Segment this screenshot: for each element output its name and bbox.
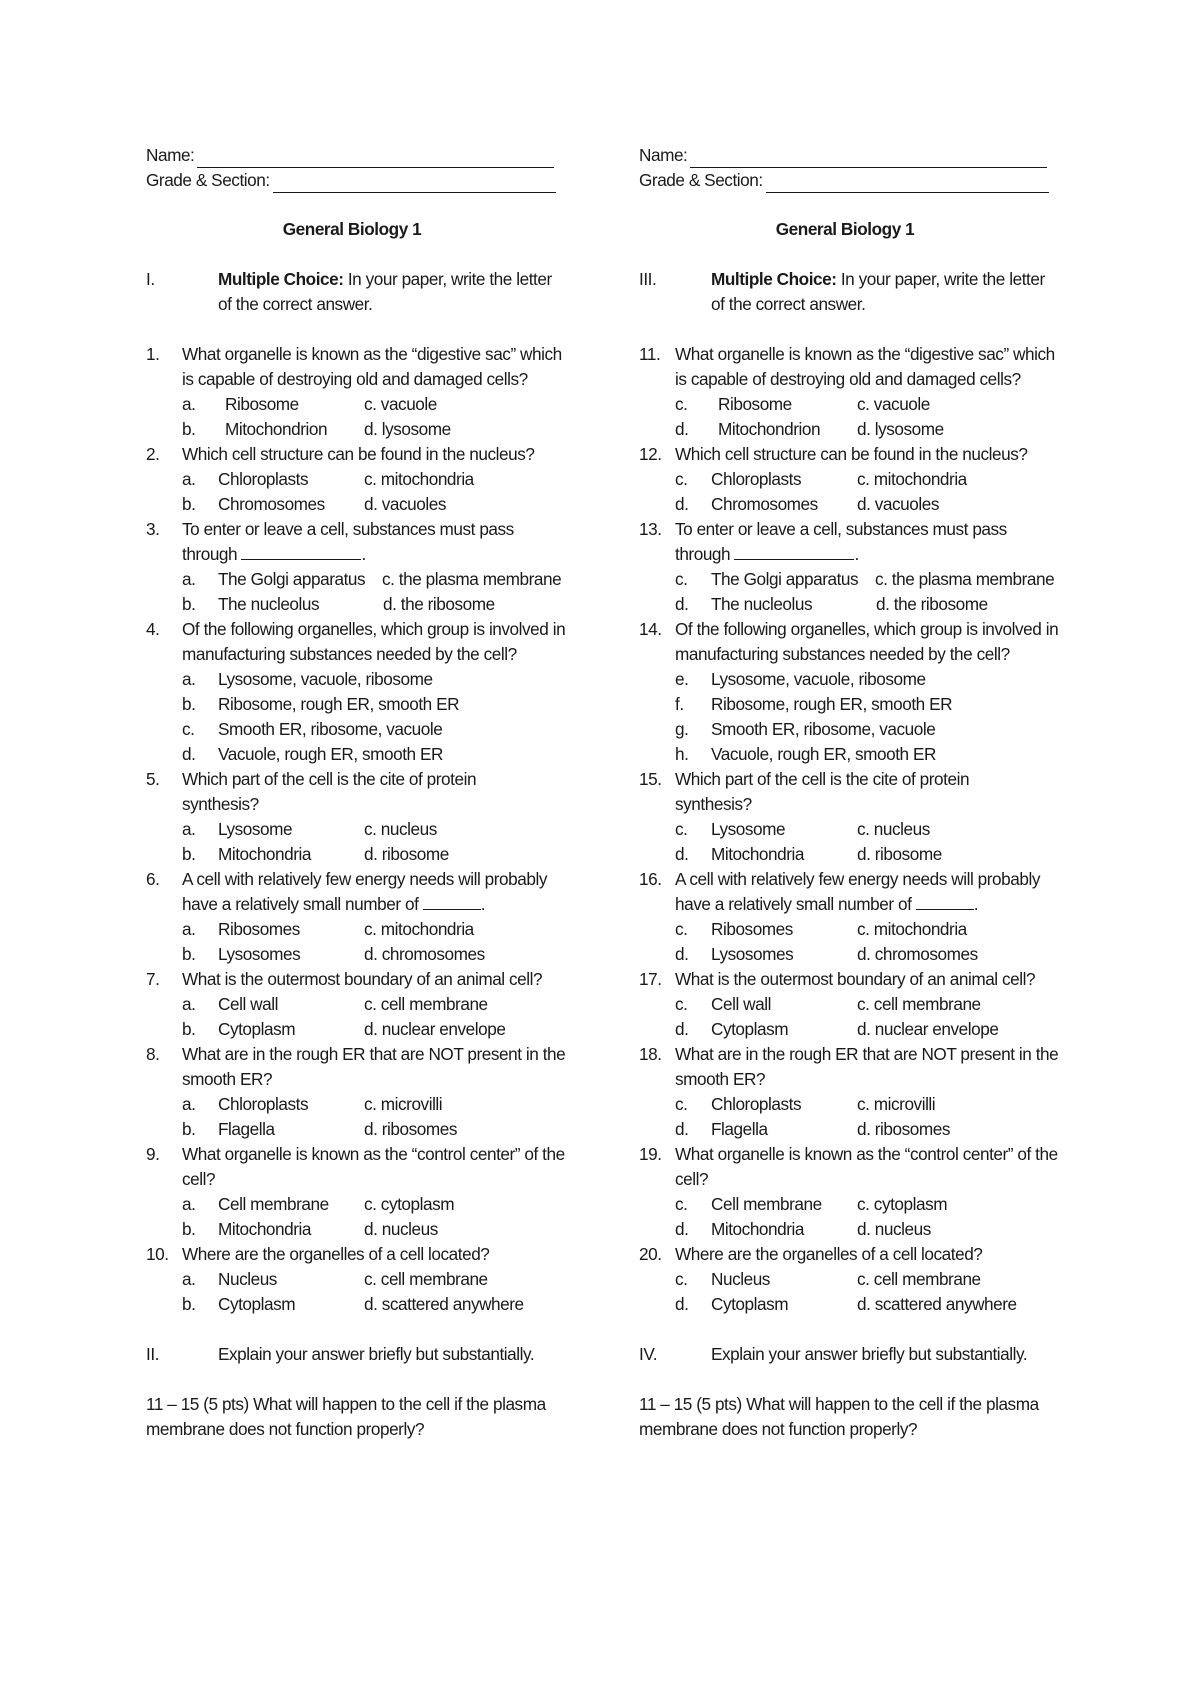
option-letter: a. xyxy=(182,394,196,414)
option-row xyxy=(146,1292,566,1317)
option-letter: b. xyxy=(182,419,196,439)
option-letter: a. xyxy=(182,469,196,489)
option-a: Chloroplasts xyxy=(711,1094,802,1114)
option-letter: b. xyxy=(182,1219,196,1239)
option-row xyxy=(146,992,566,1017)
question-number: 17. xyxy=(639,969,662,989)
question-text: What is the outermost boundary of an animal cell? xyxy=(182,969,543,989)
option-letter: c. xyxy=(675,469,688,489)
question-number: 9. xyxy=(146,1144,160,1164)
essay-question: 11 – 15 (5 pts) What will happen to the cell if the plasma membrane does not function properly? xyxy=(146,1394,546,1439)
question-text: Which cell structure can be found in the nucleus? xyxy=(675,444,1028,464)
question-text: Of the following organelles, which group is involved in manufacturing substances needed by the cell? xyxy=(675,619,1059,664)
option-h: Vacuole, rough ER, smooth ER xyxy=(711,744,936,764)
question-number: 10. xyxy=(146,1244,169,1264)
question-text: Where are the organelles of a cell located? xyxy=(182,1244,490,1264)
option-row xyxy=(639,917,1059,942)
page-title: General Biology 1 xyxy=(775,219,915,239)
option-d: d. the ribosome xyxy=(383,594,495,614)
option-c: c. cell membrane xyxy=(857,1269,981,1289)
option-row xyxy=(146,567,566,592)
option-d: d. vacuoles xyxy=(857,494,939,514)
option-letter: c. xyxy=(675,994,688,1014)
option-row xyxy=(639,667,1059,692)
question-number: 6. xyxy=(146,869,160,889)
question-number: 15. xyxy=(639,769,662,789)
option-a: Cell membrane xyxy=(711,1194,822,1214)
option-d: d. nuclear envelope xyxy=(857,1019,999,1039)
option-b: Mitochondria xyxy=(711,844,805,864)
section-type: Multiple Choice: xyxy=(218,269,344,289)
option-row xyxy=(639,492,1059,517)
option-row xyxy=(639,992,1059,1017)
section-instruction-text: In your paper, write the letter of the correct answer. xyxy=(711,269,1045,314)
option-letter: d. xyxy=(675,1019,689,1039)
option-a: Chloroplasts xyxy=(218,469,309,489)
option-b: Mitochondrion xyxy=(718,419,821,439)
option-a: Ribosome xyxy=(225,394,299,414)
option-d: d. scattered anywhere xyxy=(364,1294,524,1314)
option-row xyxy=(146,1117,566,1142)
question-number: 5. xyxy=(146,769,160,789)
option-letter: b. xyxy=(182,1294,196,1314)
question-text xyxy=(675,517,1059,567)
question xyxy=(639,342,1059,392)
option-row xyxy=(146,392,566,417)
option-letter: c. xyxy=(675,394,688,414)
question-text: Which part of the cell is the cite of protein synthesis? xyxy=(182,769,477,814)
grade-label: Grade & Section: xyxy=(639,170,763,190)
section-number: IV. xyxy=(639,1344,658,1364)
option-letter: a. xyxy=(182,1269,196,1289)
option-a: Ribosomes xyxy=(711,919,793,939)
option-d: d. nuclear envelope xyxy=(364,1019,506,1039)
option-letter: a. xyxy=(182,994,196,1014)
worksheet-right xyxy=(639,143,1059,1442)
question-text-part: . xyxy=(361,544,366,564)
option-d: d. lysosome xyxy=(364,419,451,439)
option-c: c. nucleus xyxy=(857,819,930,839)
option-letter: c. xyxy=(675,919,688,939)
option-row xyxy=(146,1092,566,1117)
option-row xyxy=(639,392,1059,417)
option-c: c. microvilli xyxy=(857,1094,936,1114)
option-row xyxy=(146,817,566,842)
option-row xyxy=(146,492,566,517)
option-c: c. cytoplasm xyxy=(857,1194,948,1214)
option-letter: d. xyxy=(675,1119,689,1139)
option-letter: e. xyxy=(675,669,689,689)
question-text-part: . xyxy=(854,544,859,564)
option-a: Cell membrane xyxy=(218,1194,329,1214)
question-text-part: To enter or leave a cell, substances must pass through xyxy=(675,519,1007,564)
option-row xyxy=(146,417,566,442)
option-row xyxy=(146,1267,566,1292)
grade-line xyxy=(766,174,1049,193)
option-row xyxy=(639,1092,1059,1117)
option-g: Smooth ER, ribosome, vacuole xyxy=(711,719,936,739)
option-row xyxy=(639,417,1059,442)
question-number: 11. xyxy=(639,344,661,364)
question xyxy=(639,967,1059,992)
question xyxy=(639,767,1059,817)
option-d: d. ribosome xyxy=(857,844,942,864)
option-a: The Golgi apparatus xyxy=(711,569,859,589)
question-text: What organelle is known as the “control center” of the cell? xyxy=(675,1144,1058,1189)
option-row xyxy=(639,842,1059,867)
question xyxy=(146,1242,566,1267)
option-c: c. the plasma membrane xyxy=(382,569,562,589)
option-letter: b. xyxy=(182,1019,196,1039)
question xyxy=(639,617,1059,667)
option-d: d. scattered anywhere xyxy=(857,1294,1017,1314)
option-b: Mitochondria xyxy=(218,844,312,864)
option-a: The Golgi apparatus xyxy=(218,569,366,589)
option-d: d. ribosomes xyxy=(857,1119,950,1139)
answer-blank xyxy=(423,893,481,910)
question xyxy=(639,1142,1059,1192)
option-row xyxy=(639,817,1059,842)
section-3-heading xyxy=(639,267,1059,317)
option-c: c. mitochondria xyxy=(857,469,967,489)
option-c: c. vacuole xyxy=(857,394,930,414)
option-a: Chloroplasts xyxy=(711,469,802,489)
option-a: Lysosome, vacuole, ribosome xyxy=(218,669,433,689)
option-letter: c. xyxy=(675,1269,688,1289)
question-number: 4. xyxy=(146,619,160,639)
option-a: Chloroplasts xyxy=(218,1094,309,1114)
question-text-part: . xyxy=(480,894,486,914)
option-c: c. cell membrane xyxy=(857,994,981,1014)
option-letter: h. xyxy=(675,744,689,764)
option-d: d. lysosome xyxy=(857,419,944,439)
option-a: Ribosome xyxy=(718,394,792,414)
option-b: Cytoplasm xyxy=(218,1294,296,1314)
option-d: d. chromosomes xyxy=(364,944,485,964)
option-letter: d. xyxy=(675,419,689,439)
option-letter: b. xyxy=(182,944,196,964)
question-text: What organelle is known as the “control center” of the cell? xyxy=(182,1144,565,1189)
option-b: Chromosomes xyxy=(218,494,325,514)
section-instructions xyxy=(711,267,1056,317)
option-d: d. the ribosome xyxy=(876,594,988,614)
option-d: Vacuole, rough ER, smooth ER xyxy=(218,744,443,764)
option-letter: d. xyxy=(675,844,689,864)
option-b: Flagella xyxy=(218,1119,275,1139)
option-c: Smooth ER, ribosome, vacuole xyxy=(218,719,443,739)
option-letter: g. xyxy=(675,719,689,739)
option-row xyxy=(146,1217,566,1242)
option-b: Lysosomes xyxy=(711,944,794,964)
question-number: 12. xyxy=(639,444,662,464)
option-row xyxy=(639,1267,1059,1292)
option-letter: d. xyxy=(182,744,196,764)
option-f: Ribosome, rough ER, smooth ER xyxy=(711,694,953,714)
section-number: II. xyxy=(146,1344,159,1364)
question xyxy=(146,517,566,567)
option-row xyxy=(146,842,566,867)
option-letter: a. xyxy=(182,1094,196,1114)
option-row xyxy=(146,1192,566,1217)
page-title: General Biology 1 xyxy=(282,219,422,239)
name-line xyxy=(690,149,1047,168)
option-letter: a. xyxy=(182,819,196,839)
option-letter: d. xyxy=(675,494,689,514)
option-b: Mitochondrion xyxy=(225,419,328,439)
option-row xyxy=(146,917,566,942)
grade-line xyxy=(273,174,556,193)
option-row xyxy=(639,1292,1059,1317)
section-instructions: Explain your answer briefly but substantially. xyxy=(218,1344,535,1364)
section-instructions xyxy=(218,267,563,317)
question-text: What are in the rough ER that are NOT present in the smooth ER? xyxy=(675,1044,1059,1089)
option-d: d. vacuoles xyxy=(364,494,446,514)
section-number: III. xyxy=(639,269,657,289)
grade-label: Grade & Section: xyxy=(146,170,270,190)
option-letter: b. xyxy=(182,1119,196,1139)
section-type: Multiple Choice: xyxy=(711,269,837,289)
question-number: 16. xyxy=(639,869,662,889)
question-number: 19. xyxy=(639,1144,662,1164)
question-text xyxy=(182,867,566,917)
option-row xyxy=(639,1217,1059,1242)
option-c: c. cytoplasm xyxy=(364,1194,455,1214)
option-letter: c. xyxy=(675,1094,688,1114)
option-letter: a. xyxy=(182,569,196,589)
section-2-heading xyxy=(146,1342,566,1367)
option-d: d. nucleus xyxy=(364,1219,438,1239)
name-label: Name: xyxy=(146,145,195,165)
option-c: c. mitochondria xyxy=(364,919,474,939)
option-a: Ribosomes xyxy=(218,919,300,939)
question xyxy=(146,1142,566,1192)
option-row xyxy=(639,717,1059,742)
option-row xyxy=(146,717,566,742)
option-b: Cytoplasm xyxy=(711,1019,789,1039)
option-letter: d. xyxy=(675,1294,689,1314)
question-text: Where are the organelles of a cell located? xyxy=(675,1244,983,1264)
option-row xyxy=(146,592,566,617)
option-b: Mitochondria xyxy=(218,1219,312,1239)
option-a: Lysosome xyxy=(218,819,293,839)
option-letter: b. xyxy=(182,494,196,514)
name-line xyxy=(197,149,554,168)
option-row xyxy=(146,692,566,717)
option-c: c. microvilli xyxy=(364,1094,443,1114)
question-text: What organelle is known as the “digestive sac” which is capable of destroying old and damaged cells? xyxy=(182,344,562,389)
option-c: c. cell membrane xyxy=(364,994,488,1014)
option-letter: b. xyxy=(182,594,196,614)
section-instructions: Explain your answer briefly but substantially. xyxy=(711,1344,1028,1364)
question-text: What organelle is known as the “digestive sac” which is capable of destroying old and damaged cells? xyxy=(675,344,1055,389)
option-row xyxy=(639,1117,1059,1142)
option-row xyxy=(146,942,566,967)
question xyxy=(146,342,566,392)
option-a: Nucleus xyxy=(218,1269,277,1289)
option-c: c. the plasma membrane xyxy=(875,569,1055,589)
option-b: The nucleolus xyxy=(711,594,813,614)
option-row xyxy=(146,1017,566,1042)
option-letter: b. xyxy=(182,694,196,714)
question-text-part: A cell with relatively few energy needs will probably have a relatively small number of xyxy=(182,869,547,914)
option-b: Flagella xyxy=(711,1119,768,1139)
name-field xyxy=(639,143,1059,168)
question-text: What is the outermost boundary of an animal cell? xyxy=(675,969,1036,989)
question-number: 7. xyxy=(146,969,160,989)
option-row xyxy=(639,467,1059,492)
option-row xyxy=(639,1192,1059,1217)
essay-question: 11 – 15 (5 pts) What will happen to the cell if the plasma membrane does not function properly? xyxy=(639,1394,1039,1439)
section-1-heading xyxy=(146,267,566,317)
worksheet-left xyxy=(146,143,566,1442)
question-text: What are in the rough ER that are NOT present in the smooth ER? xyxy=(182,1044,566,1089)
option-b: Lysosomes xyxy=(218,944,301,964)
option-letter: b. xyxy=(182,844,196,864)
question xyxy=(146,442,566,467)
question xyxy=(639,517,1059,567)
question-list xyxy=(146,342,566,1317)
option-letter: c. xyxy=(675,819,688,839)
option-c: c. nucleus xyxy=(364,819,437,839)
option-a: Nucleus xyxy=(711,1269,770,1289)
question xyxy=(639,1042,1059,1092)
option-letter: f. xyxy=(675,694,684,714)
option-letter: d. xyxy=(675,1219,689,1239)
option-d: d. nucleus xyxy=(857,1219,931,1239)
option-a: Lysosome xyxy=(711,819,786,839)
question-text-part: To enter or leave a cell, substances must pass through xyxy=(182,519,514,564)
question-text: Which part of the cell is the cite of protein synthesis? xyxy=(675,769,970,814)
option-letter: a. xyxy=(182,1194,196,1214)
question-text-part: A cell with relatively few energy needs will probably have a relatively small number of xyxy=(675,869,1040,914)
section-number: I. xyxy=(146,269,155,289)
option-a: Cell wall xyxy=(711,994,771,1014)
option-b: Cytoplasm xyxy=(218,1019,296,1039)
option-c: c. mitochondria xyxy=(364,469,474,489)
option-e: Lysosome, vacuole, ribosome xyxy=(711,669,926,689)
question xyxy=(146,617,566,667)
question-list xyxy=(639,342,1059,1317)
question-text xyxy=(182,517,566,567)
option-letter: d. xyxy=(675,594,689,614)
section-instruction-text: In your paper, write the letter of the correct answer. xyxy=(218,269,552,314)
option-letter: a. xyxy=(182,669,196,689)
option-letter: d. xyxy=(675,944,689,964)
question xyxy=(146,867,566,917)
option-c: c. mitochondria xyxy=(857,919,967,939)
question-number: 1. xyxy=(146,344,160,364)
answer-blank xyxy=(916,893,974,910)
option-row xyxy=(639,592,1059,617)
question xyxy=(146,1042,566,1092)
answer-blank xyxy=(241,543,361,560)
question-number: 2. xyxy=(146,444,160,464)
option-d: d. ribosomes xyxy=(364,1119,457,1139)
question xyxy=(146,767,566,817)
name-field xyxy=(146,143,566,168)
name-label: Name: xyxy=(639,145,688,165)
option-d: d. ribosome xyxy=(364,844,449,864)
section-4-heading xyxy=(639,1342,1059,1367)
option-b: Ribosome, rough ER, smooth ER xyxy=(218,694,460,714)
option-letter: a. xyxy=(182,919,196,939)
option-b: The nucleolus xyxy=(218,594,320,614)
option-b: Chromosomes xyxy=(711,494,818,514)
question-text-part: . xyxy=(973,894,979,914)
option-row xyxy=(146,467,566,492)
question-text: Of the following organelles, which group is involved in manufacturing substances needed by the cell? xyxy=(182,619,566,664)
option-row xyxy=(639,1017,1059,1042)
question-text xyxy=(675,867,1059,917)
question-number: 18. xyxy=(639,1044,662,1064)
option-c: c. cell membrane xyxy=(364,1269,488,1289)
question-number: 20. xyxy=(639,1244,662,1264)
option-letter: c. xyxy=(675,1194,688,1214)
question-number: 13. xyxy=(639,519,662,539)
option-row xyxy=(639,942,1059,967)
question-number: 3. xyxy=(146,519,160,539)
grade-section-field xyxy=(146,168,566,193)
question xyxy=(146,967,566,992)
question xyxy=(639,1242,1059,1267)
option-row xyxy=(639,567,1059,592)
option-d: d. chromosomes xyxy=(857,944,978,964)
option-a: Cell wall xyxy=(218,994,278,1014)
option-c: c. vacuole xyxy=(364,394,437,414)
question-number: 8. xyxy=(146,1044,160,1064)
option-b: Mitochondria xyxy=(711,1219,805,1239)
option-b: Cytoplasm xyxy=(711,1294,789,1314)
option-letter: c. xyxy=(182,719,195,739)
answer-blank xyxy=(734,543,854,560)
option-letter: c. xyxy=(675,569,688,589)
question xyxy=(639,442,1059,467)
option-row xyxy=(639,742,1059,767)
question xyxy=(639,867,1059,917)
option-row xyxy=(146,667,566,692)
grade-section-field xyxy=(639,168,1059,193)
question-text: Which cell structure can be found in the nucleus? xyxy=(182,444,535,464)
question-number: 14. xyxy=(639,619,662,639)
option-row xyxy=(639,692,1059,717)
option-row xyxy=(146,742,566,767)
